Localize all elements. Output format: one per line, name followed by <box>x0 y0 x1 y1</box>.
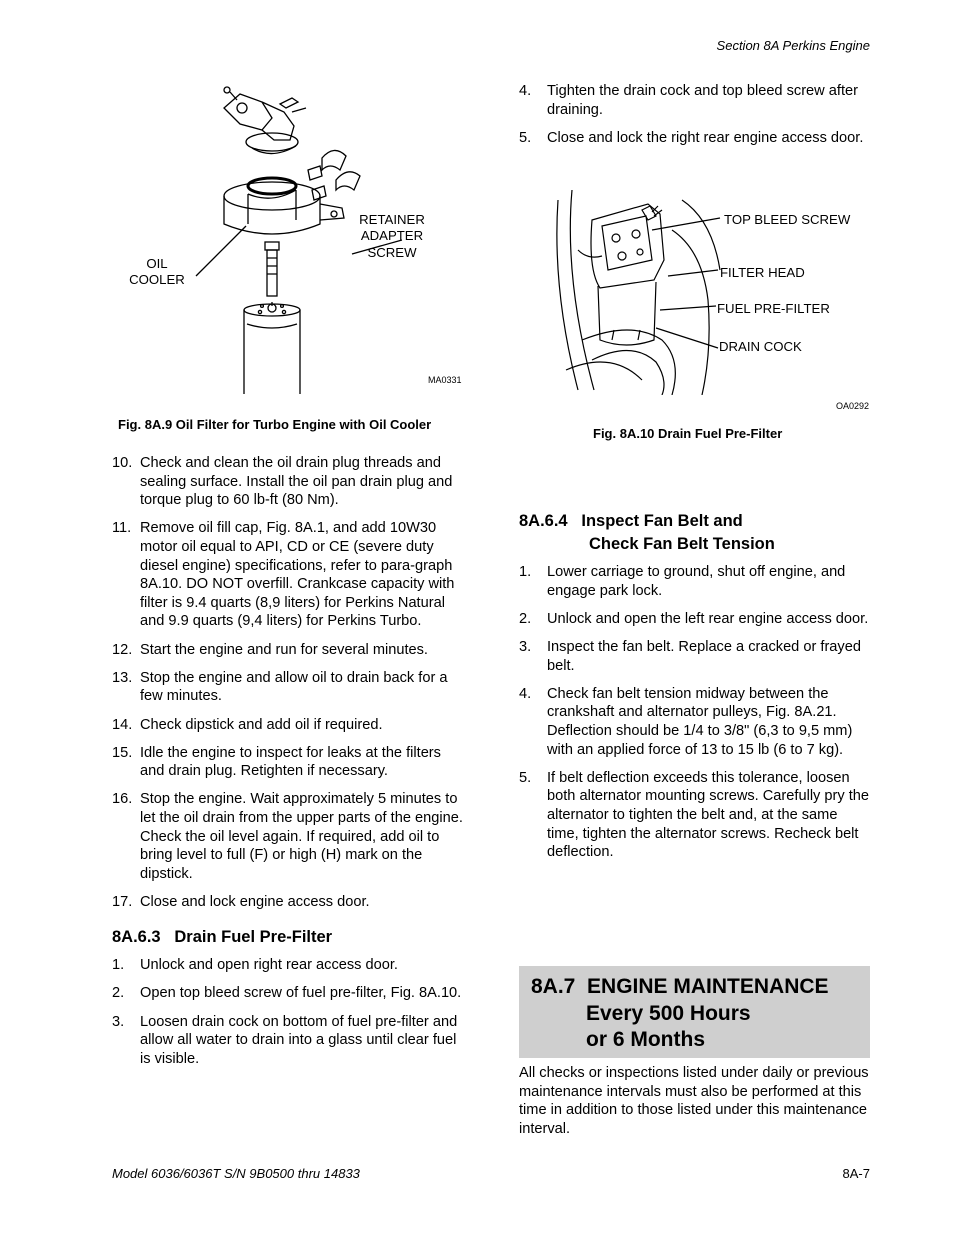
filter-head-callout: FILTER HEAD <box>720 265 805 280</box>
list-item <box>519 610 873 629</box>
item-number: 13. <box>112 669 133 686</box>
list-item <box>519 769 873 862</box>
item-number: 2. <box>519 610 532 627</box>
fuel-prefilter-callout: FUEL PRE-FILTER <box>717 301 830 316</box>
left-step-list <box>112 454 468 912</box>
list-item <box>519 685 873 759</box>
section-87-body: All checks or inspections listed under daily or previous maintenance intervals must also be performed at this time in addition to those listed under this maintenance interval. <box>519 1065 869 1137</box>
section-number: 8A.7 <box>531 975 576 998</box>
section-number: 8A.6.4 <box>519 512 568 530</box>
item-number: 4. <box>519 685 532 702</box>
callout-line: COOLER <box>129 272 185 288</box>
section-title-line2: Check Fan Belt Tension <box>589 534 775 553</box>
item-number: 16. <box>112 791 133 808</box>
section-title: Drain Fuel Pre-Filter <box>174 927 333 946</box>
list-item <box>112 744 468 781</box>
fuel-prefilter-illustration <box>552 190 722 395</box>
footer-page-number: 8A-7 <box>842 1166 870 1181</box>
drain-cock-callout: DRAIN COCK <box>719 339 802 354</box>
list-item <box>112 716 468 735</box>
item-text: Close and lock engine access door. <box>140 894 370 911</box>
callout-line: OIL <box>146 256 168 271</box>
item-text: Check and clean the oil drain plug threads and sealing surface. Install the oil pan drain plug and torque plug to 60 lb-ft (80 Nm). <box>140 455 453 509</box>
section-864 <box>519 510 873 871</box>
callout-line: SCREW <box>367 244 417 260</box>
fan-belt-steps <box>519 563 873 862</box>
section-heading-87 <box>519 966 870 1058</box>
drain-prefilter-steps <box>112 956 468 1068</box>
list-item <box>112 1013 468 1069</box>
section-heading-863 <box>112 926 468 949</box>
item-text: Unlock and open the left rear engine access door. <box>547 610 869 627</box>
footer-model: Model 6036/6036T S/N 9B0500 thru 14833 <box>112 1166 360 1181</box>
retainer-callout <box>356 212 428 261</box>
item-number: 12. <box>112 641 133 658</box>
item-number: 2. <box>112 985 125 1002</box>
section-title: Inspect Fan Belt and <box>581 512 743 530</box>
list-item <box>519 638 873 675</box>
item-number: 5. <box>519 129 532 146</box>
item-text: If belt deflection exceeds this tolerance, loosen both alternator mounting screws. Carefully pry the alternator to tighten the belt and, at the same time, tighten the alternator screws. Recheck belt deflection. <box>547 769 870 861</box>
item-text: Idle the engine to inspect for leaks at the filters and drain plug. Retighten if necessary. <box>140 744 441 780</box>
item-text: Check dipstick and add oil if required. <box>140 716 383 733</box>
section-number: 8A.6.3 <box>112 927 161 946</box>
callout-line: RETAINER <box>359 212 425 227</box>
item-number: 4. <box>519 83 532 99</box>
item-number: 17. <box>112 894 133 911</box>
list-item <box>112 956 468 975</box>
list-item <box>519 82 873 119</box>
right-step-list <box>519 82 873 147</box>
item-text: Start the engine and run for several minutes. <box>140 641 428 658</box>
item-text: Check fan belt tension midway between the crankshaft and alternator pulleys, Fig. 8A.21. Deflection should be 1/4 to 3/8" (6,3 to 9,5 mm) with an applied force of 13 to 15 lb (6 to 7 kg). <box>547 685 853 758</box>
item-number: 3. <box>519 638 532 655</box>
left-column <box>112 454 468 1078</box>
figure-caption: Fig. 8A.9 Oil Filter for Turbo Engine with Oil Cooler <box>118 417 432 432</box>
item-text: Stop the engine. Wait approximately 5 minutes to let the oil drain from the upper parts of the engine. Check the oil level again. If required, add oil to bring level to full (F) or high (H) mark on the dipstick. <box>140 791 463 882</box>
item-number: 5. <box>519 769 532 786</box>
list-item <box>112 790 468 883</box>
item-number: 3. <box>112 1013 125 1030</box>
list-item <box>112 454 468 510</box>
section-title: ENGINE MAINTENANCE <box>587 975 829 998</box>
section-title-line3: or 6 Months <box>586 1028 705 1051</box>
oil-cooler-callout <box>126 256 188 289</box>
item-number: 10. <box>112 455 133 471</box>
list-item <box>112 519 468 631</box>
item-text: Lower carriage to ground, shut off engine, and engage park lock. <box>547 564 846 599</box>
item-number: 1. <box>519 564 532 580</box>
item-text: Remove oil fill cap, Fig. 8A.1, and add 10W30 motor oil equal to API, CD or CE (severe duty diesel engine) specifications, refer to para-graph 8A.10. DO NOT overfill. Crankcase capacity with filter is 9.4 quarts (8,9 liters) for Perkins Natural and 9.9 quarts (9,4 liters) for Perkins Turbo. <box>140 520 455 630</box>
figure-caption: Fig. 8A.10 Drain Fuel Pre-Filter <box>593 426 783 441</box>
item-text: Open top bleed screw of fuel pre-filter, Fig. 8A.10. <box>140 985 462 1002</box>
list-item <box>519 563 873 600</box>
item-number: 14. <box>112 716 133 733</box>
item-text: Tighten the drain cock and top bleed screw after draining. <box>547 83 858 118</box>
right-column-top <box>519 82 873 157</box>
item-text: Close and lock the right rear engine access door. <box>547 129 864 146</box>
page-header: Section 8A Perkins Engine <box>716 38 870 53</box>
section-heading-864 <box>519 510 873 555</box>
item-text: Unlock and open right rear access door. <box>140 957 398 974</box>
list-item <box>112 984 468 1003</box>
callout-line: ADAPTER <box>360 228 424 244</box>
item-number: 15. <box>112 744 133 761</box>
figure-id: OA0292 <box>836 401 870 411</box>
item-text: Stop the engine and allow oil to drain back for a few minutes. <box>140 669 448 705</box>
section-title-line2: Every 500 Hours <box>586 1001 751 1025</box>
list-item <box>112 893 468 912</box>
list-item <box>519 129 873 148</box>
item-text: Inspect the fan belt. Replace a cracked or frayed belt. <box>547 638 861 674</box>
top-bleed-callout: TOP BLEED SCREW <box>724 212 851 227</box>
item-number: 1. <box>112 957 125 974</box>
list-item <box>112 641 468 660</box>
figure-id: MA0331 <box>428 375 462 385</box>
item-number: 11. <box>112 520 132 537</box>
list-item <box>112 669 468 706</box>
item-text: Loosen drain cock on bottom of fuel pre-filter and allow all water to drain into a glass until clear fuel is visible. <box>140 1013 458 1067</box>
heading-text <box>531 974 829 1054</box>
